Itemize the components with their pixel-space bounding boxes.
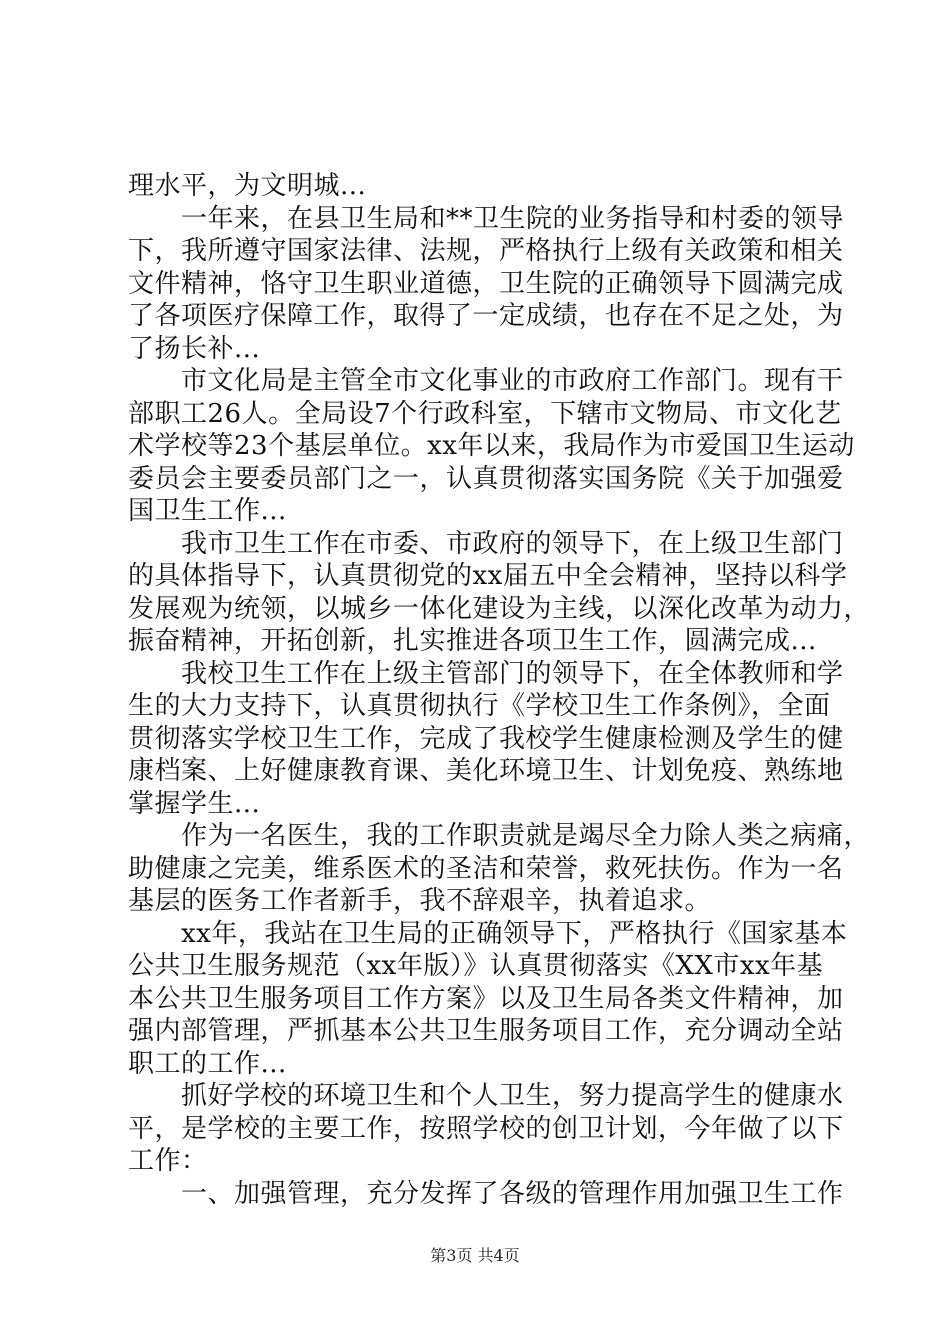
text-line: 贯彻落实学校卫生工作，完成了我校学生健康检测及学生的健	[128, 723, 844, 754]
text-line: 我市卫生工作在市委、市政府的领导下，在上级卫生部门	[128, 528, 844, 559]
text-line: 文件精神，恪守卫生职业道德，卫生院的正确领导下圆满完成	[128, 268, 844, 299]
text-line: 我校卫生工作在上级主管部门的领导下，在全体教师和学	[128, 658, 844, 689]
text-line: 部职工26人。全局设7个行政科室，下辖市文物局、市文化艺	[128, 398, 842, 429]
text-line: 理水平，为文明城...	[128, 171, 367, 201]
text-line: 作为一名医生，我的工作职责就是竭尽全力除人类之病痛，	[128, 821, 871, 851]
text-line: 基层的医务工作者新手，我不辞艰辛，执着追求。	[128, 886, 712, 916]
text-line: 的具体指导下，认真贯彻党的xx届五中全会精神，坚持以科学	[128, 561, 848, 591]
text-line: 市文化局是主管全市文化事业的市政府工作部门。现有干	[128, 366, 844, 396]
text-line: 公共卫生服务规范（xx年版）》认真贯彻落实《XX市xx年基	[128, 951, 824, 981]
text-line: 生的大力支持下，认真贯彻执行《学校卫生工作条例》，全面	[128, 691, 831, 721]
text-line: 平，是学校的主要工作，按照学校的创卫计划，今年做了以下	[128, 1113, 844, 1144]
text-line: 掌握学生...	[128, 788, 261, 819]
text-line: 振奋精神，开拓创新，扎实推进各项卫生工作，圆满完成...	[128, 626, 817, 656]
text-line: 助健康之完美，维系医术的圣洁和荣誉，救死扶伤。作为一名	[128, 853, 844, 884]
text-line: 工作：	[128, 1146, 208, 1176]
text-line: 委员会主要委员部门之一，认真贯彻落实国务院《关于加强爱	[128, 463, 844, 494]
text-line: 抓好学校的环境卫生和个人卫生，努力提高学生的健康水	[128, 1081, 844, 1111]
text-line: 下，我所遵守国家法律、法规，严格执行上级有关政策和相关	[128, 236, 844, 266]
text-line: xx年，我站在卫生局的正确领导下，严格执行《国家基本	[128, 918, 848, 949]
text-line: 了扬长补...	[128, 333, 261, 364]
text-line: 本公共卫生服务项目工作方案》以及卫生局各类文件精神，加	[128, 983, 844, 1014]
text-line: 发展观为统领，以城乡一体化建设为主线，以深化改革为动力，	[128, 593, 871, 624]
text-line: 一、加强管理，充分发挥了各级的管理作用加强卫生工作	[128, 1178, 844, 1209]
text-line: 术学校等23个基层单位。xx年以来，我局作为市爱国卫生运动	[128, 431, 855, 461]
text-line: 强内部管理，严抓基本公共卫生服务项目工作，充分调动全站	[128, 1016, 844, 1046]
text-line: 一年来，在县卫生局和**卫生院的业务指导和村委的领导	[128, 203, 845, 234]
text-line: 国卫生工作...	[128, 496, 287, 526]
text-line: 职工的工作...	[128, 1048, 287, 1079]
text-line: 康档案、上好健康教育课、美化环境卫生、计划免疫、熟练地	[128, 756, 844, 786]
page-footer: 第3页 共4页	[430, 1246, 520, 1265]
text-line: 了各项医疗保障工作，取得了一定成绩，也存在不足之处，为	[128, 301, 844, 331]
